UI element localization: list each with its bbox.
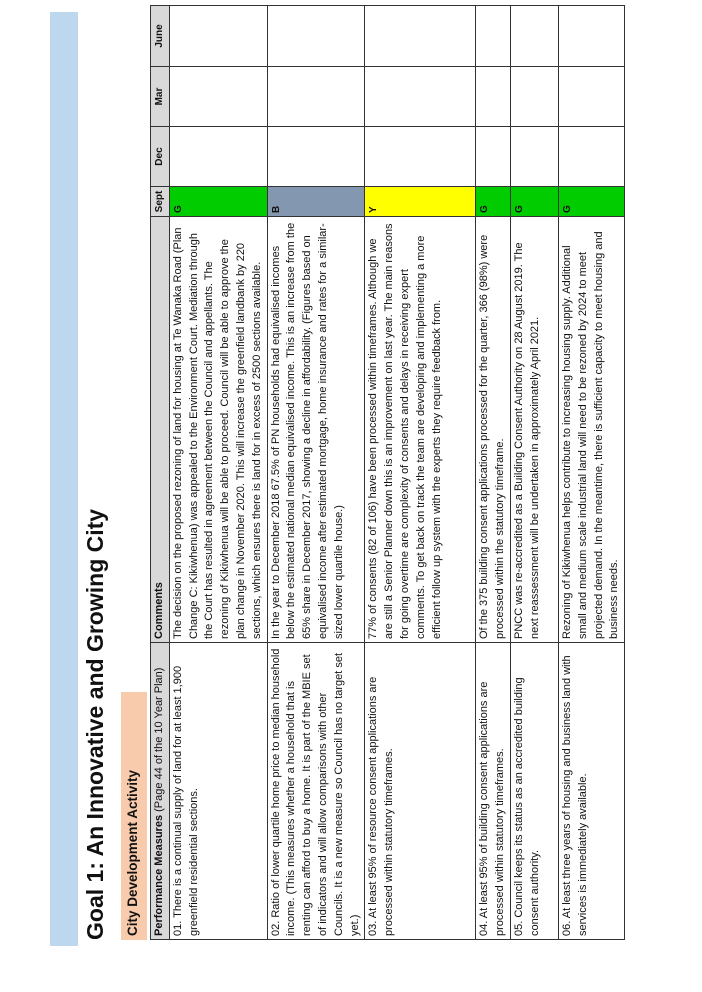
- mar-cell: [558, 67, 624, 127]
- table-row: [558, 6, 624, 940]
- status-cell: Y: [365, 187, 476, 217]
- measure-cell: 01. There is a continual supply of land for at least 1,900 greenfield residential sections.: [169, 643, 267, 940]
- table-row: [267, 6, 365, 940]
- june-cell: [365, 6, 476, 67]
- mar-cell: [476, 67, 511, 127]
- status-cell: B: [267, 187, 365, 217]
- header-performance-label: Performance Measures: [153, 814, 165, 936]
- dec-cell: [169, 127, 267, 187]
- comment-cell: The decision on the proposed rezoning of land for housing at Te Wanaka Road (Plan Change C: Kikiwhenua) was appealed to the Environment Court. Mediation through the Court has resulted in agreement between the Council and appellants. The rezoning of Kikiwhenua will be able to proceed. Council will be able to approve the plan change in November 2020. This will increase the greenfield landbank by 220 sections, which ensures there is land for in excess of 2500 sections available.: [169, 217, 267, 643]
- comment-cell: PNCC was re-accredited as a Building Consent Authority on 28 August 2019. The next reassessment will be undertaken in approximately April 2021.: [510, 217, 558, 643]
- table-row: [169, 6, 267, 940]
- june-cell: [558, 6, 624, 67]
- measure-cell: 04. At least 95% of building consent applications are processed within statutory timeframes.: [476, 643, 511, 940]
- status-cell: G: [510, 187, 558, 217]
- june-cell: [476, 6, 511, 67]
- dec-cell: [267, 127, 365, 187]
- table-row: [510, 6, 558, 940]
- header-performance-note: (Page 44 of the 10 Year Plan): [153, 667, 165, 812]
- mar-cell: [267, 67, 365, 127]
- section-heading: City Development Activity: [121, 692, 147, 940]
- table-row: [365, 6, 476, 940]
- measure-cell: 05. Council keeps its status as an accredited building consent authority.: [510, 643, 558, 940]
- comment-cell: Of the 375 building consent applications processed for the quarter, 366 (98%) were processed within the statutory timeframe.: [476, 217, 511, 643]
- dec-cell: [365, 127, 476, 187]
- status-cell: G: [476, 187, 511, 217]
- mar-cell: [169, 67, 267, 127]
- header-row: [151, 6, 170, 940]
- measure-cell: 02. Ratio of lower quartile home price to median household income. (This measures whether a household that is renting can afford to buy a home. It is part of the MBIE set of indicators and will allow comparisons with other Councils. It is a new measure so Council has no target set yet.): [267, 643, 365, 940]
- header-comments: Comments: [151, 217, 170, 643]
- header-performance-measures: [151, 643, 170, 940]
- dec-cell: [476, 127, 511, 187]
- comment-cell: Rezoning of Kikiwhenua helps contribute to increasing housing supply. Additional small and medium scale industrial land will need to be rezoned by 2024 to meet projected demand. In the meantime, there is sufficient capacity to meet housing and business needs.: [558, 217, 624, 643]
- header-june: June: [151, 6, 170, 67]
- comment-cell: 77% of consents (82 of 106) have been processed within timeframes. Although we are still a Senior Planner down this is an improvement on last year. The main reasons for going overtime are complexity of consents and delays in receiving expert comments. To get back on track the team are developing and implementing a more efficient follow up system with the experts they require feedback from.: [365, 217, 476, 643]
- page-title: Goal 1: An Innovative and Growing City: [82, 508, 108, 940]
- measure-cell: 03. At least 95% of resource consent applications are processed within statutory timeframes.: [365, 643, 476, 940]
- dec-cell: [558, 127, 624, 187]
- mar-cell: [510, 67, 558, 127]
- header-mar: Mar: [151, 67, 170, 127]
- status-cell: G: [169, 187, 267, 217]
- title-band: [50, 12, 78, 946]
- june-cell: [510, 6, 558, 67]
- status-cell: G: [558, 187, 624, 217]
- june-cell: [267, 6, 365, 67]
- header-dec: Dec: [151, 127, 170, 187]
- comment-cell: In the year to December 2018 67.5% of PN households had equivalised incomes below the estimated national median equivalised income. This is an increase from the 65% share in December 2017, showing a decline in affordability. (Figures based on equivalised income after estimated mortgage, home insurance and rates for a similar-sized lower quartile house.): [267, 217, 365, 643]
- table-row: [476, 6, 511, 940]
- header-sept: Sept: [151, 187, 170, 217]
- performance-table: [150, 5, 625, 940]
- mar-cell: [365, 67, 476, 127]
- dec-cell: [510, 127, 558, 187]
- measure-cell: 06. At least three years of housing and business land with services is immediately available.: [558, 643, 624, 940]
- june-cell: [169, 6, 267, 67]
